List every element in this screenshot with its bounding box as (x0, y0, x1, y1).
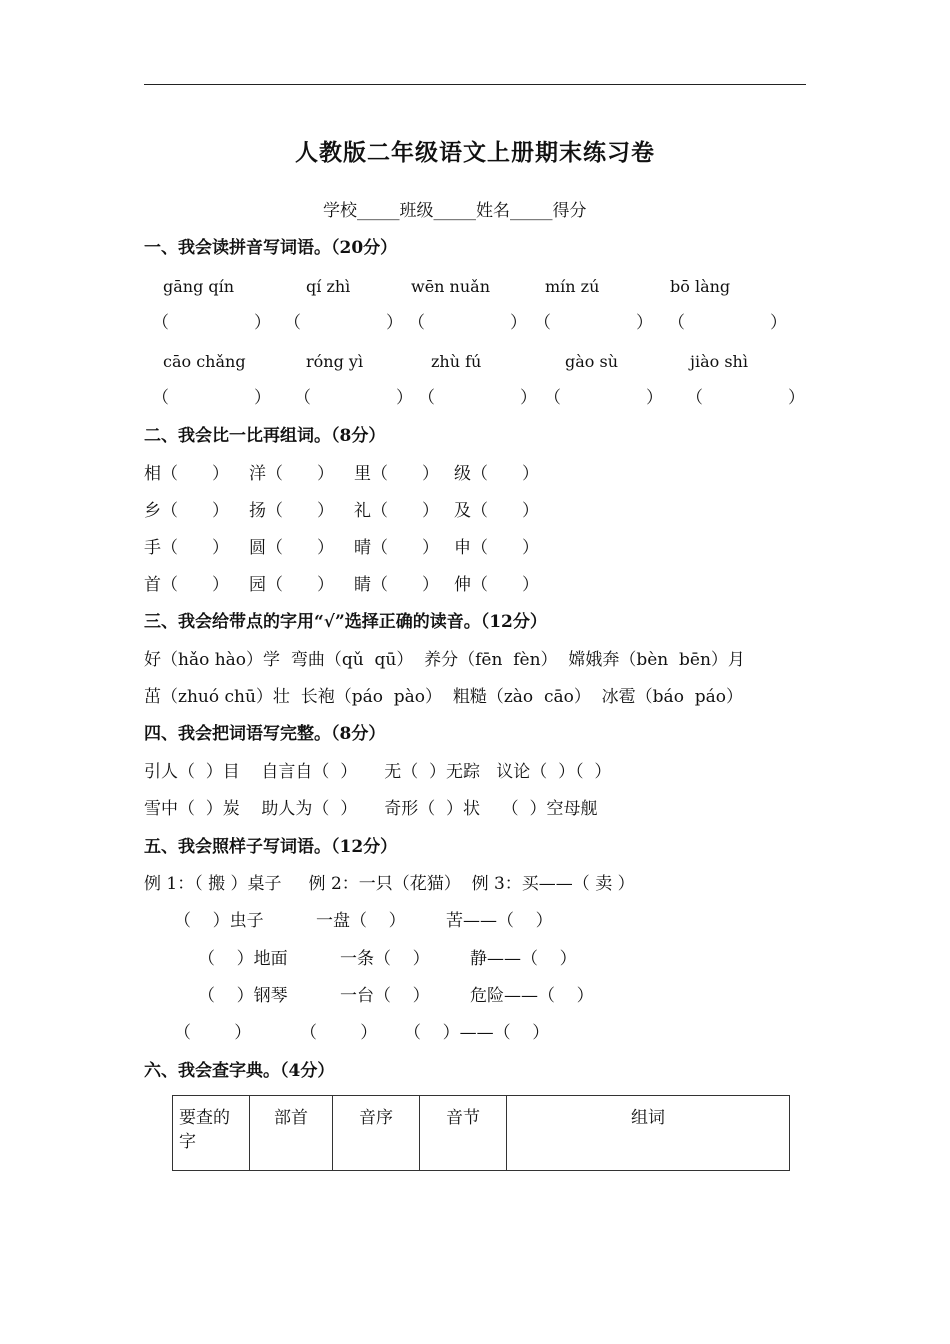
dictionary-table (172, 1095, 790, 1171)
pinyin-word: cāo chǎng (163, 352, 246, 371)
section-1-heading: 一、我会读拼音写词语。（20分） (144, 238, 398, 258)
header-rule (144, 84, 806, 85)
table-header-cell: 音节 (420, 1096, 507, 1171)
word-group-item[interactable]: 级（ ） (454, 464, 539, 484)
exercise-item[interactable]: （ ） (300, 1023, 378, 1043)
pinyin-word: wēn nuǎn (411, 277, 491, 296)
pinyin-word: qí zhì (306, 277, 351, 296)
answer-blank[interactable]: （ ） (294, 388, 413, 408)
pronunciation-line[interactable]: 好（hǎo hào）学 弯曲（qǔ qū） 养分（fēn fèn） 嫦娥奔（bèn bēn）月 (144, 650, 745, 670)
table-header-cell: 音序 (333, 1096, 420, 1171)
pinyin-word: jiào shì (690, 352, 748, 371)
answer-blank[interactable]: （ ） (544, 388, 663, 408)
answer-blank[interactable]: （ ） (418, 388, 537, 408)
exercise-item[interactable]: （ ）钢琴 (198, 986, 288, 1006)
word-group-item[interactable]: 相（ ） (144, 464, 229, 484)
answer-blank[interactable]: （ ） (686, 388, 805, 408)
exercise-item[interactable]: （ ） (174, 1023, 252, 1043)
exercise-item[interactable]: （ ）——（ ） (404, 1023, 550, 1043)
answer-blank[interactable]: （ ） (152, 388, 271, 408)
answer-blank[interactable]: （ ） (284, 313, 403, 333)
exercise-item[interactable]: （ ）虫子 (174, 911, 264, 931)
word-group-item[interactable]: 晴（ ） (354, 538, 439, 558)
pinyin-word: róng yì (306, 352, 364, 371)
word-group-item[interactable]: 洋（ ） (249, 464, 334, 484)
pinyin-word: zhù fú (431, 352, 482, 371)
section-4-heading: 四、我会把词语写完整。（8分） (144, 724, 386, 744)
table-header-cell: 部首 (250, 1096, 333, 1171)
pinyin-word: mín zú (545, 277, 600, 296)
exercise-item[interactable]: 一盘（ ） (316, 911, 406, 931)
word-group-item[interactable]: 礼（ ） (354, 501, 439, 521)
answer-blank[interactable]: （ ） (152, 313, 271, 333)
word-group-item[interactable]: 睛（ ） (354, 575, 439, 595)
section-3-heading: 三、我会给带点的字用“√”选择正确的读音。（12分） (144, 612, 547, 632)
answer-blank[interactable]: （ ） (668, 313, 787, 333)
word-group-item[interactable]: 乡（ ） (144, 501, 229, 521)
table-header-cell: 要查的字 (173, 1096, 250, 1171)
word-group-item[interactable]: 申（ ） (454, 538, 539, 558)
pinyin-word: gāng qín (163, 277, 235, 296)
word-group-item[interactable]: 圆（ ） (249, 538, 334, 558)
student-info-line: 学校_____班级_____姓名_____得分 (323, 201, 587, 221)
word-group-item[interactable]: 园（ ） (249, 575, 334, 595)
section-6-heading: 六、我会查字典。（4分） (144, 1061, 335, 1081)
word-group-item[interactable]: 伸（ ） (454, 575, 539, 595)
word-group-item[interactable]: 里（ ） (354, 464, 439, 484)
page-title: 人教版二年级语文上册期末练习卷 (295, 139, 655, 166)
exercise-item[interactable]: 苦——（ ） (446, 911, 553, 931)
idiom-line[interactable]: 雪中（ ）炭 助人为（ ） 奇形（ ）状 （ ）空母舰 (144, 799, 598, 819)
exercise-item[interactable]: 一条（ ） (340, 949, 430, 969)
answer-blank[interactable]: （ ） (534, 313, 653, 333)
section-5-heading: 五、我会照样子写词语。（12分） (144, 837, 398, 857)
pinyin-word: bō làng (670, 277, 731, 296)
pinyin-word: gào sù (565, 352, 619, 371)
exercise-item[interactable]: 危险——（ ） (470, 986, 594, 1006)
word-group-item[interactable]: 首（ ） (144, 575, 229, 595)
table-header-cell: 组词 (507, 1096, 790, 1171)
exercise-item[interactable]: 静——（ ） (470, 949, 577, 969)
exercise-item[interactable]: 一台（ ） (340, 986, 430, 1006)
pronunciation-line[interactable]: 茁（zhuó chū）壮 长袍（páo pào） 粗糙（zào cāo） 冰雹（báo páo） (144, 687, 743, 707)
table-row (173, 1096, 790, 1171)
word-group-item[interactable]: 手（ ） (144, 538, 229, 558)
word-group-item[interactable]: 及（ ） (454, 501, 539, 521)
exercise-item[interactable]: （ ）地面 (198, 949, 288, 969)
word-group-item[interactable]: 扬（ ） (249, 501, 334, 521)
section-2-heading: 二、我会比一比再组词。（8分） (144, 426, 386, 446)
example-line: 例 1：（ 搬 ）桌子 例 2：一只（花猫） 例 3：买——（ 卖 ） (144, 874, 635, 894)
idiom-line[interactable]: 引人（ ）目 自言自（ ） 无（ ）无踪 议论（ ）（ ） (144, 762, 612, 782)
answer-blank[interactable]: （ ） (408, 313, 527, 333)
